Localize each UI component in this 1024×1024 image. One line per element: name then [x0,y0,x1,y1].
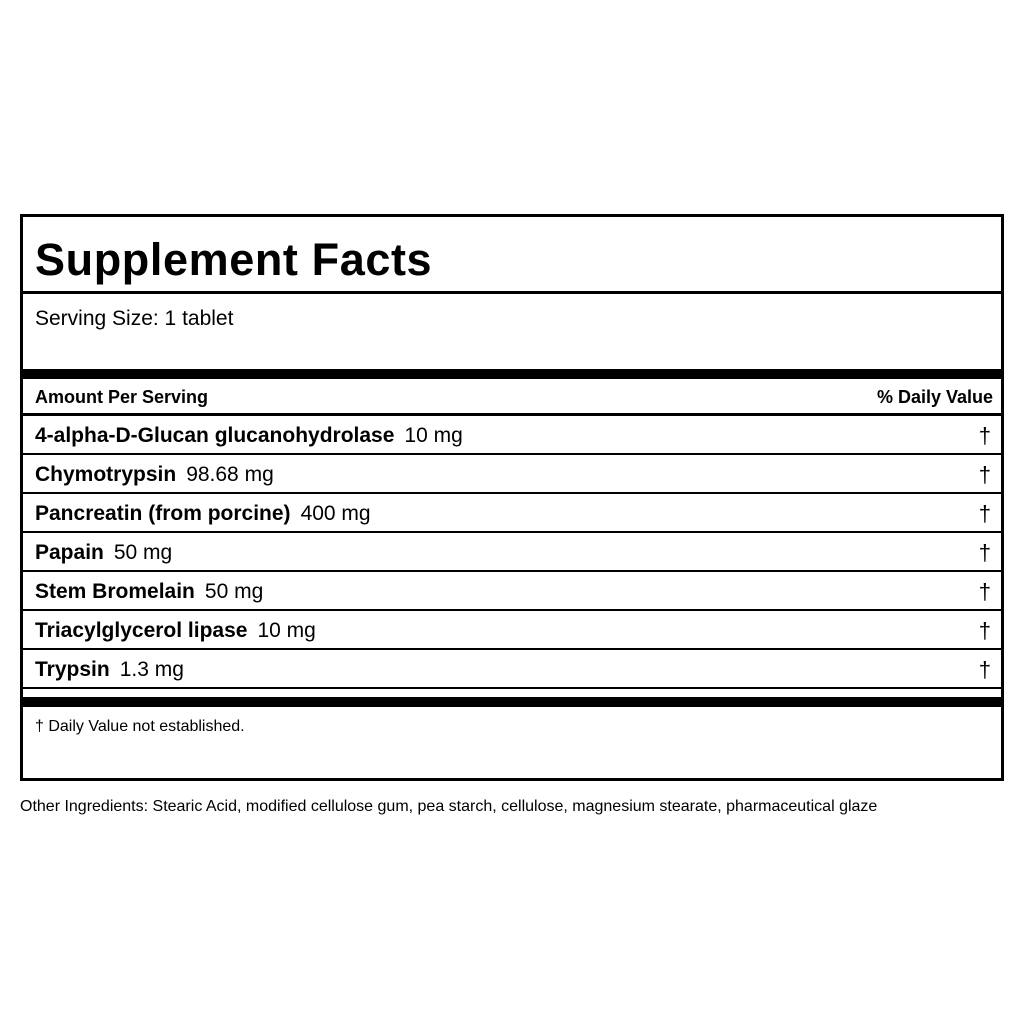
ingredient-name: Stem Bromelain [35,580,195,603]
ingredient-dagger: † [978,501,991,526]
ingredient-amount: 1.3 mg [119,658,184,681]
panel-title: Supplement Facts [35,234,433,285]
ingredient-amount: 10 mg [257,619,316,642]
ingredient-list [23,416,1001,689]
ingredient-dagger: † [978,423,991,448]
ingredient-row [23,533,1001,572]
ingredient-name: Triacylglycerol lipase [35,619,248,642]
ingredient-dagger: † [978,657,991,682]
daily-value-footnote: † Daily Value not established. [35,718,245,735]
ingredient-name: Chymotrypsin [35,463,177,486]
ingredient-dagger: † [978,579,991,604]
ingredient-amount: 400 mg [300,502,371,525]
divider-thick-top [23,369,1001,379]
ingredient-dagger: † [978,618,991,643]
ingredient-amount: 98.68 mg [186,463,274,486]
amount-per-serving-header: Amount Per Serving [35,387,209,407]
ingredient-amount: 50 mg [204,580,264,603]
ingredient-name: Trypsin [35,658,110,681]
serving-size: Serving Size: 1 tablet [35,307,234,330]
divider-thick-bottom [23,697,1001,707]
title-section [23,217,1001,294]
ingredient-row [23,494,1001,533]
ingredient-row [23,572,1001,611]
supplement-facts-panel [20,214,1004,781]
ingredient-dagger: † [978,540,991,565]
column-header-row [23,379,1001,416]
ingredient-amount: 10 mg [404,424,463,447]
ingredient-name: 4-alpha-D-Glucan glucanohydrolase [35,424,395,447]
ingredient-row [23,611,1001,650]
other-ingredients: Other Ingredients: Stearic Acid, modified cellulose gum, pea starch, cellulose, magnesium stearate, pharmaceutical glaze [20,798,878,815]
ingredient-amount: 50 mg [113,541,173,564]
ingredient-name: Pancreatin (from porcine) [35,502,291,525]
ingredient-name: Papain [35,541,104,564]
ingredient-row [23,455,1001,494]
ingredient-row [23,650,1001,689]
ingredient-row [23,416,1001,455]
ingredient-dagger: † [978,462,991,487]
daily-value-header: % Daily Value [876,387,993,407]
